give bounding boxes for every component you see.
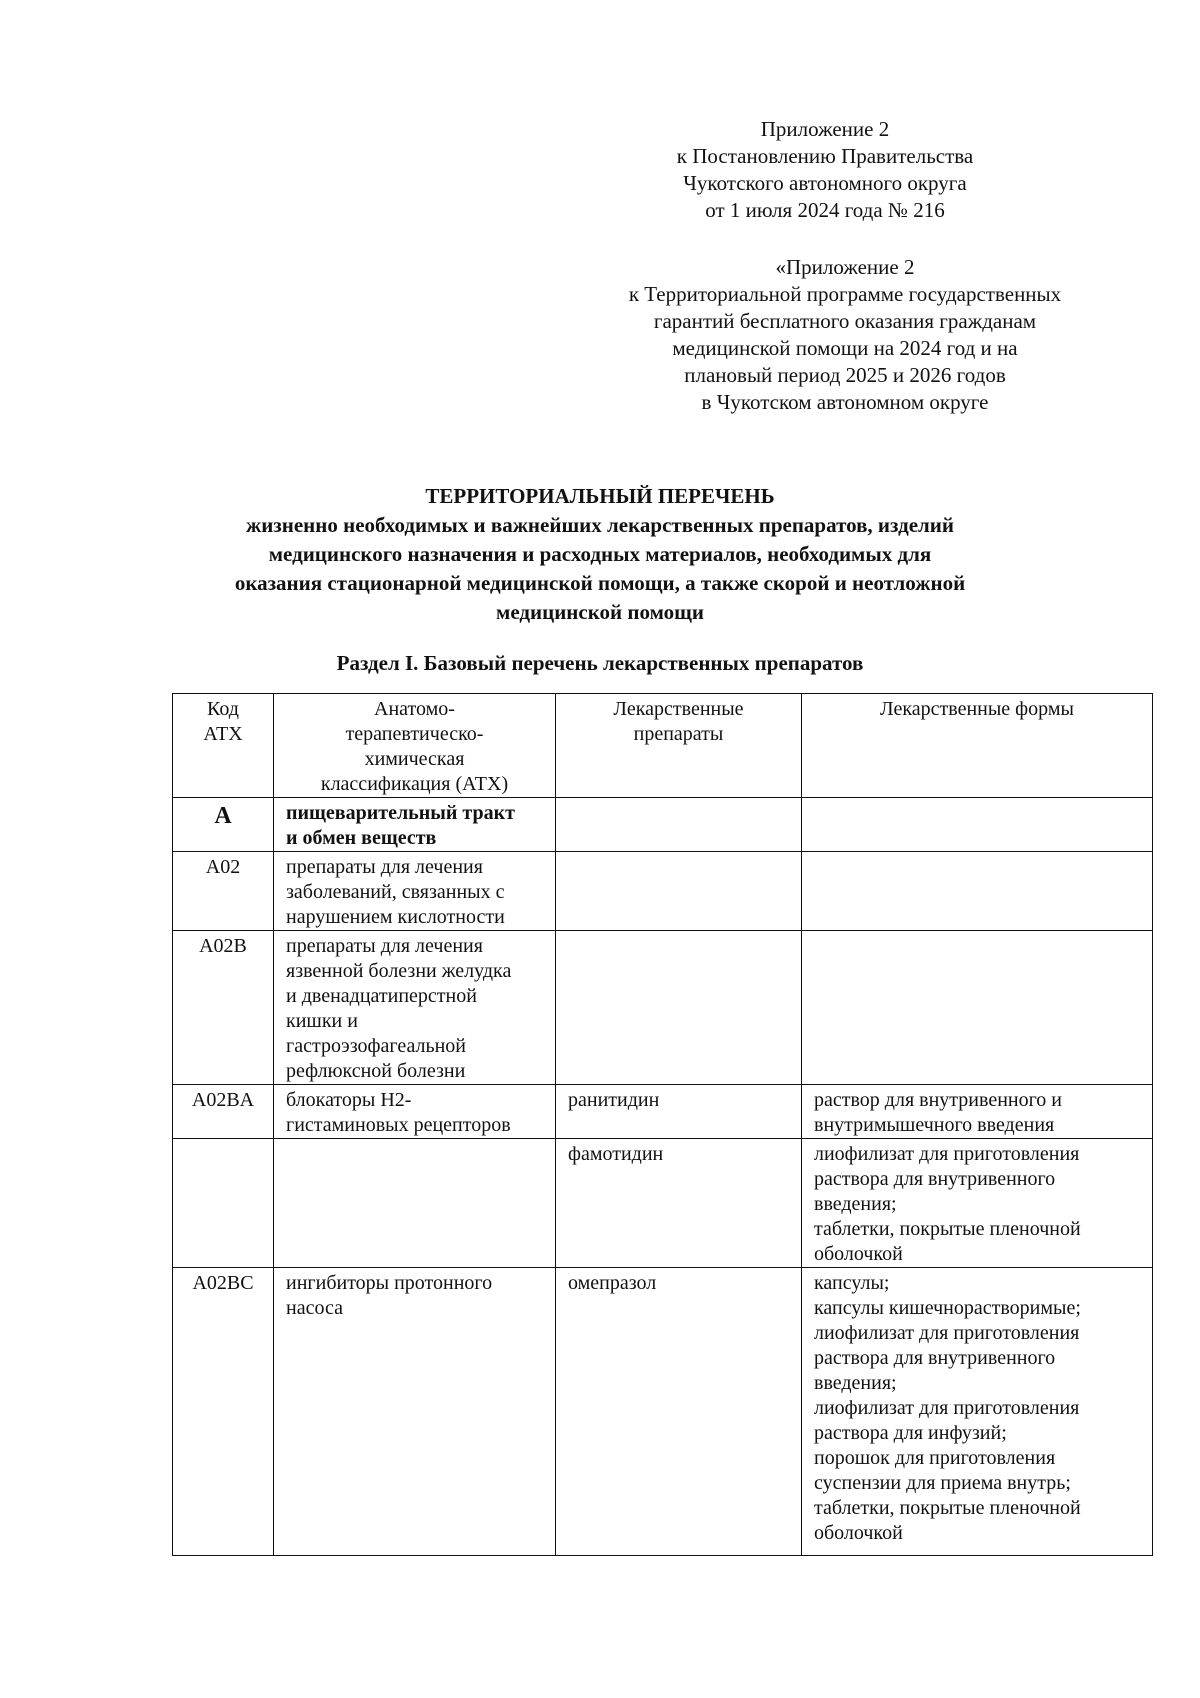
cell-line: терапевтическо- — [345, 723, 484, 745]
atc-classification-cell — [274, 931, 556, 1085]
title-line: медицинского назначения и расходных материалов, необходимых для — [268, 542, 932, 566]
atc-code-cell — [173, 1268, 274, 1556]
header-dosage-forms — [802, 694, 1153, 798]
cell-line: препараты для лечения — [286, 856, 483, 878]
header-atc-classification — [274, 694, 556, 798]
atc-code-cell — [173, 852, 274, 931]
dosage-forms-cell — [802, 931, 1153, 1085]
cell-line: Код — [207, 698, 239, 720]
atc-code-cell — [173, 931, 274, 1085]
section-heading: Раздел I. Базовый перечень лекарственных препаратов — [336, 651, 864, 675]
dosage-forms-cell — [802, 1268, 1153, 1556]
cell-line: раствора для внутривенного — [814, 1347, 1056, 1369]
annex-line: Приложение 2 — [760, 117, 890, 141]
title-line: медицинской помощи — [496, 600, 704, 624]
drug-name-cell — [556, 1268, 802, 1556]
cell-line: Лекарственные — [613, 698, 744, 720]
table-row — [173, 1085, 1153, 1139]
cell-line: введения; — [814, 1193, 897, 1215]
drug-name-cell — [556, 1085, 802, 1139]
title-line: жизненно необходимых и важнейших лекарственных препаратов, изделий — [245, 513, 955, 537]
cell-line: и двенадцатиперстной — [286, 985, 477, 1007]
cell-line: внутримышечного введения — [814, 1114, 1055, 1136]
cell-line: гистаминовых рецепторов — [286, 1114, 511, 1136]
cell-line: лиофилизат для приготовления — [814, 1322, 1080, 1344]
cell-line: кишки и — [286, 1010, 358, 1032]
cell-line: заболеваний, связанных с — [286, 881, 505, 903]
cell-line: порошок для приготовления — [814, 1447, 1056, 1469]
cell-line: лиофилизат для приготовления — [814, 1143, 1080, 1165]
cell-line: препараты для лечения — [286, 935, 483, 957]
cell-line: A02BC — [192, 1272, 254, 1294]
cell-line: суспензии для приема внутрь; — [814, 1472, 1071, 1494]
dosage-forms-cell — [802, 1139, 1153, 1268]
cell-line: капсулы; — [814, 1272, 890, 1294]
drug-name-cell — [556, 1139, 802, 1268]
header-atc-code — [173, 694, 274, 798]
cell-line: таблетки, покрытые пленочной — [814, 1218, 1081, 1240]
cell-line: омепразол — [568, 1272, 657, 1294]
drug-name-cell — [556, 798, 802, 852]
cell-line: раствора для инфузий; — [814, 1422, 1007, 1444]
table-row — [173, 931, 1153, 1085]
program-annex-line: «Приложение 2 — [775, 255, 915, 279]
dosage-forms-cell — [802, 852, 1153, 931]
cell-line: классификация (АТХ) — [320, 773, 509, 795]
table-row — [173, 798, 1153, 852]
cell-line: язвенной болезни желудка — [286, 960, 512, 982]
document-title — [190, 482, 1010, 627]
annex-reference — [590, 116, 1060, 224]
program-annex-line: гарантий бесплатного оказания гражданам — [653, 309, 1037, 333]
atc-code-cell — [173, 1085, 274, 1139]
cell-line: гастроэзофагеальной — [286, 1035, 467, 1057]
cell-line: рефлюксной болезни — [286, 1060, 466, 1082]
dosage-forms-cell — [802, 1085, 1153, 1139]
cell-line: ранитидин — [568, 1089, 660, 1111]
cell-line: и обмен веществ — [286, 827, 437, 849]
cell-line: блокаторы H2- — [286, 1089, 412, 1111]
program-annex-line: медицинской помощи на 2024 год и на — [672, 336, 1018, 360]
cell-line: Лекарственные формы — [880, 698, 1074, 720]
title-line: ТЕРРИТОРИАЛЬНЫЙ ПЕРЕЧЕНЬ — [425, 484, 775, 508]
atc-code-cell — [173, 798, 274, 852]
cell-line: введения; — [814, 1372, 897, 1394]
table-row — [173, 852, 1153, 931]
program-annex-reference — [560, 254, 1130, 416]
cell-line: оболочкой — [814, 1522, 903, 1544]
dosage-forms-cell — [802, 798, 1153, 852]
cell-line: препараты — [633, 723, 724, 745]
cell-line: АТХ — [203, 723, 243, 745]
table-header-row — [173, 694, 1153, 798]
cell-line: насоса — [286, 1297, 343, 1319]
atc-classification-cell — [274, 1085, 556, 1139]
table-row — [173, 1139, 1153, 1268]
cell-line: A02 — [205, 856, 241, 878]
program-annex-line: в Чукотском автономном округе — [701, 390, 989, 414]
annex-line: к Постановлению Правительства — [676, 144, 974, 168]
cell-line: химическая — [364, 748, 465, 770]
annex-line: Чукотского автономного округа — [683, 171, 967, 195]
cell-line: фамотидин — [568, 1143, 664, 1165]
drug-list-table — [172, 693, 1153, 1556]
cell-line: таблетки, покрытые пленочной — [814, 1497, 1081, 1519]
cell-line: пищеварительный тракт — [286, 802, 515, 824]
atc-classification-cell — [274, 798, 556, 852]
cell-line: оболочкой — [814, 1243, 903, 1265]
atc-classification-cell — [274, 1268, 556, 1556]
atc-classification-cell — [274, 852, 556, 931]
table-row — [173, 1268, 1153, 1556]
cell-line: раствор для внутривенного и — [814, 1089, 1063, 1111]
cell-line: лиофилизат для приготовления — [814, 1397, 1080, 1419]
atc-code-cell — [173, 1139, 274, 1268]
cell-line: A02B — [199, 935, 247, 957]
program-annex-line: к Территориальной программе государственных — [628, 282, 1062, 306]
cell-line: раствора для внутривенного — [814, 1168, 1056, 1190]
cell-line: Анатомо- — [374, 698, 455, 720]
header-drugs — [556, 694, 802, 798]
cell-line: капсулы кишечнорастворимые; — [814, 1297, 1081, 1319]
annex-line: от 1 июля 2024 года № 216 — [705, 198, 945, 222]
drug-name-cell — [556, 931, 802, 1085]
cell-line: нарушением кислотности — [286, 906, 505, 928]
cell-line: ингибиторы протонного — [286, 1272, 493, 1294]
cell-line: A02BA — [191, 1089, 255, 1111]
drug-name-cell — [556, 852, 802, 931]
title-line: оказания стационарной медицинской помощи, а также скорой и неотложной — [234, 571, 966, 595]
program-annex-line: плановый период 2025 и 2026 годов — [684, 363, 1006, 387]
atc-classification-cell — [274, 1139, 556, 1268]
cell-line: А — [214, 803, 232, 829]
